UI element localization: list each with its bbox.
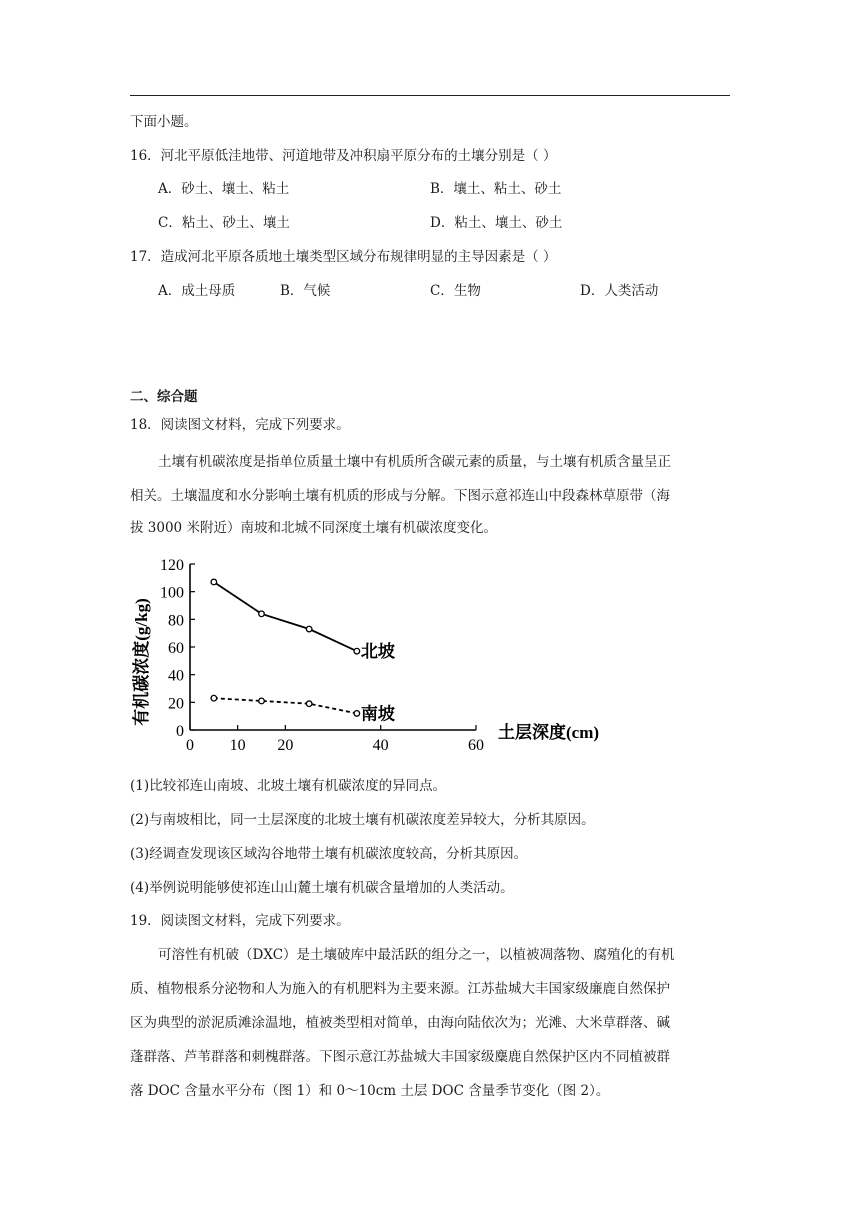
- y-axis-label: 有机碳浓度(g/kg): [132, 598, 151, 726]
- q18-subquestion-3: (3)经调查发现该区域沟谷地带土壤有机碳浓度较高，分析其原因。: [130, 846, 528, 862]
- header-rule: [130, 95, 730, 96]
- q19-paragraph-line-4: 蓬群落、芦苇群落和刺槐群落。下图示意江苏盐城大丰国家级麋鹿自然保护区内不同植被群: [130, 1049, 670, 1065]
- data-point: [354, 648, 360, 654]
- y-tick-label: 0: [176, 723, 184, 740]
- y-tick-label: 20: [168, 695, 184, 713]
- y-tick-label: 100: [160, 584, 184, 602]
- chart-ticks: [160, 557, 484, 754]
- organic-carbon-chart: [126, 552, 626, 762]
- q18-paragraph-line-1: 土壤有机碳浓度是指单位质量土壤中有机质所含碳元素的质量，与土壤有机质含量呈正: [158, 454, 671, 470]
- y-tick-label: 40: [168, 667, 184, 685]
- q19-paragraph-line-3: 区为典型的淤泥质滩涂温地，植被类型相对简单，由海向陆依次为；光滩、大米草群落、碱: [130, 1015, 670, 1031]
- q18-subquestion-2: (2)与南坡相比，同一土层深度的北坡土壤有机碳浓度差异较大，分析其原因。: [130, 812, 595, 828]
- q17-option-c: C．生物: [430, 283, 481, 299]
- data-point: [306, 626, 312, 632]
- section-heading: 二、综合题: [130, 389, 198, 405]
- series-line-1: [214, 698, 357, 713]
- y-tick-label: 80: [168, 612, 184, 630]
- y-tick-label: 60: [168, 640, 184, 657]
- question-17-stem: 17．造成河北平原各质地土壤类型区域分布规律明显的主导因素是（ ）: [130, 249, 557, 265]
- chart-axes: [190, 564, 476, 730]
- question-19-stem: 19．阅读图文材料，完成下列要求。: [130, 913, 350, 929]
- data-point: [259, 698, 265, 704]
- q16-option-c: C．粘土、砂土、壤土: [158, 215, 290, 231]
- q18-paragraph-line-3: 拔 3000 米附近）南坡和北城不同深度土壤有机碳浓度变化。: [130, 520, 497, 536]
- data-point: [354, 711, 360, 717]
- q19-paragraph-line-2: 质、植物根系分泌物和人为施入的有机肥料为主要来源。江苏盐城大丰国家级廉鹿自然保护: [130, 981, 670, 997]
- data-point: [306, 701, 312, 707]
- x-tick-label: 40: [372, 737, 389, 754]
- q18-subquestion-1: (1)比较祁连山南坡、北坡土壤有机碳浓度的异同点。: [130, 778, 447, 794]
- x-tick-label: 20: [277, 737, 294, 754]
- x-tick-label: 10: [229, 737, 246, 754]
- q16-option-a: A．砂土、壤土、粘土: [158, 181, 290, 197]
- question-16-stem: 16．河北平原低洼地带、河道地带及冲积扇平原分布的土壤分别是（ ）: [130, 148, 557, 164]
- q19-paragraph-line-1: 可溶性有机破（DXC）是土壤破库中最活跃的组分之一，以植被凋落物、腐殖化的有机: [158, 947, 675, 963]
- series-label: 北坡: [360, 642, 395, 662]
- x-tick-label: 0: [186, 737, 194, 754]
- q18-subquestion-4: (4)举例说明能够使祁连山山麓土壤有机碳含量增加的人类活动。: [130, 880, 514, 896]
- intro-tail: 下面小题。: [130, 114, 198, 130]
- x-tick-label: 60: [468, 737, 484, 754]
- q17-option-d: D．人类活动: [580, 283, 659, 299]
- data-point: [259, 611, 265, 617]
- data-point: [211, 695, 217, 701]
- q16-option-b: B．壤土、粘土、砂土: [430, 181, 562, 197]
- series-label: 南坡: [360, 704, 395, 724]
- series-line-0: [214, 582, 357, 651]
- question-18-stem: 18．阅读图文材料，完成下列要求。: [130, 417, 350, 433]
- y-tick-label: 120: [160, 557, 184, 574]
- data-point: [211, 579, 217, 585]
- chart-plot: [211, 579, 396, 723]
- q17-option-a: A．成土母质: [158, 283, 236, 299]
- q18-paragraph-line-2: 相关。土壤温度和水分影响土壤有机质的形成与分解。下图示意祁连山中段森林草原带（海: [130, 488, 670, 504]
- x-axis-label: 土层深度(cm): [498, 723, 600, 742]
- q16-option-d: D．粘土、壤土、砂土: [430, 215, 563, 231]
- q17-option-b: B．气候: [280, 283, 331, 299]
- q19-paragraph-line-5: 落 DOC 含量水平分布（图 1）和 0～10cm 土层 DOC 含量季节变化（图 2）。: [130, 1083, 610, 1099]
